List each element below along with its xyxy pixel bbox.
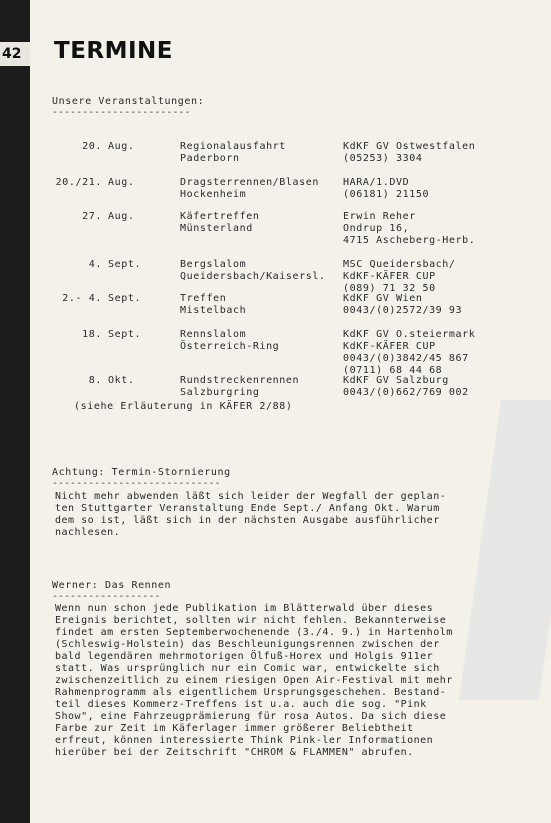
- event-month: Sept.: [108, 329, 142, 340]
- event-description-line: Paderborn: [180, 153, 240, 164]
- event-contact-line: Ondrup 16,: [343, 223, 410, 234]
- event-contact: [343, 259, 456, 295]
- event-description: [180, 259, 326, 283]
- paragraph-line: ten Stuttgarter Veranstaltung Ende Sept./ Anfang Okt. Warum: [55, 503, 440, 514]
- event-contact-line: KdKF GV O.steiermark: [343, 329, 476, 340]
- event-description: [180, 211, 259, 235]
- paragraph-line: Rahmenprogramm als eigentlichem Ursprungsgeschehen. Bestand-: [55, 687, 447, 698]
- event-description-line: Mistelbach: [180, 305, 247, 316]
- event-date: 2.- 4.: [62, 293, 102, 304]
- event-description-line: Rennslalom: [180, 329, 247, 340]
- event-month: Sept.: [108, 259, 142, 270]
- event-description: [180, 177, 319, 201]
- page-number: 42: [2, 46, 22, 62]
- event-description: [180, 329, 279, 353]
- event-description: [180, 293, 246, 317]
- event-description-line: Regionalausfahrt: [180, 141, 286, 152]
- event-row: [0, 329, 551, 376]
- event-month: Aug.: [108, 141, 135, 152]
- race-heading: Werner: Das Rennen: [52, 580, 172, 591]
- race-text: [55, 603, 495, 759]
- paragraph-line: findet am ersten Septemberwochenende (3./4. 9.) in Hartenholm: [55, 627, 453, 638]
- race-heading-rule: ------------------: [52, 591, 161, 602]
- event-contact-line: KdKF GV Ostwestfalen: [343, 141, 476, 152]
- cancellation-heading: Achtung: Termin-Stornierung: [52, 467, 231, 478]
- page-title: TERMINE: [54, 38, 174, 64]
- event-contact-line: HARA/1.DVD: [343, 177, 410, 188]
- cancellation-text: [55, 491, 495, 539]
- event-month: Okt.: [108, 375, 135, 386]
- event-month: Aug.: [108, 177, 135, 188]
- event-description-line: Käfertreffen: [180, 211, 260, 222]
- paragraph-line: zwischenzeitlich zu einem riesigen Open Air-Festival mit mehr: [55, 675, 453, 686]
- event-contact-line: (05253) 3304: [343, 153, 423, 164]
- event-date: 8.: [88, 375, 102, 386]
- paragraph-line: (Schleswig-Holstein) das Beschleunigungsrennen zwischen der: [55, 639, 440, 650]
- events-note: (siehe Erläuterung in KÄFER 2/88): [74, 401, 293, 412]
- event-contact-line: (089) 71 32 50: [343, 283, 436, 294]
- paragraph-line: bald legendären mehrmotorigen Ölfuß-Horex und Holgis 911er: [55, 651, 434, 662]
- paragraph-line: erfreut, können interessierte Think Pink-ler Informationen: [55, 735, 434, 746]
- event-contact: [343, 329, 475, 377]
- paragraph-line: Show", eine Fahrzeugprämierung für rosa Autos. Da sich diese: [55, 711, 447, 722]
- event-row: [0, 293, 551, 333]
- paragraph-line: Wenn nun schon jede Publikation im Blätterwald über dieses: [55, 603, 434, 614]
- events-heading-rule: -----------------------: [52, 107, 191, 118]
- event-contact-line: 0043/(0)662/769 002: [343, 387, 469, 398]
- event-date: 27.: [82, 211, 102, 222]
- event-contact-line: (06181) 21150: [343, 189, 430, 200]
- event-contact-line: 0043/(0)3842/45 867: [343, 353, 469, 364]
- event-description-line: Rundstreckenrennen: [180, 375, 300, 386]
- event-date: 4.: [88, 259, 102, 270]
- event-contact: [343, 211, 475, 247]
- event-description-line: Bergslalom: [180, 259, 247, 270]
- event-description-line: Queidersbach/Kaisersl.: [180, 271, 326, 282]
- event-contact-line: KdKF GV Salzburg: [343, 375, 449, 386]
- events-heading: Unsere Veranstaltungen:: [52, 96, 205, 107]
- event-contact: [343, 177, 429, 201]
- paragraph-line: hierüber bei der Zeitschrift "CHROM & FLAMMEN" abrufen.: [55, 747, 414, 758]
- paragraph-line: Ereignis berichtet, sollten wir nicht fehlen. Bekannterweise: [55, 615, 447, 626]
- event-contact: [343, 293, 462, 317]
- paragraph-line: teil dieses Kommerz-Treffens ist u.a. auch die sog. "Pink: [55, 699, 427, 710]
- paragraph-line: Nicht mehr abwenden läßt sich leider der Wegfall der geplan-: [55, 491, 447, 502]
- paragraph-line: Farbe zur Zeit im Käferlager immer größerer Beliebtheit: [55, 723, 414, 734]
- event-contact-line: 4715 Ascheberg-Herb.: [343, 235, 476, 246]
- event-contact-line: (0711) 68 44 68: [343, 365, 443, 376]
- event-month: Sept.: [108, 293, 142, 304]
- event-description: [180, 375, 299, 399]
- event-date: 18.: [82, 329, 102, 340]
- event-contact-line: 0043/(0)2572/39 93: [343, 305, 463, 316]
- event-month: Aug.: [108, 211, 135, 222]
- event-contact: [343, 375, 469, 399]
- paragraph-line: nachlesen.: [55, 527, 121, 538]
- paragraph-line: statt. Was ursprünglich nur ein Comic war, entwickelte sich: [55, 663, 440, 674]
- event-description-line: Salzburgring: [180, 387, 260, 398]
- cancellation-heading-rule: ----------------------------: [52, 478, 221, 489]
- event-description-line: Österreich-Ring: [180, 341, 280, 352]
- event-date: 20.: [82, 141, 102, 152]
- event-contact-line: KdKF-KÄFER CUP: [343, 271, 436, 282]
- event-contact: [343, 141, 475, 165]
- event-contact-line: Erwin Reher: [343, 211, 416, 222]
- event-description-line: Münsterland: [180, 223, 253, 234]
- event-contact-line: KdKF-KÄFER CUP: [343, 341, 436, 352]
- paragraph-line: dem so ist, läßt sich in der nächsten Ausgabe ausführlicher: [55, 515, 440, 526]
- event-row: [0, 141, 551, 181]
- event-contact-line: MSC Queidersbach/: [343, 259, 456, 270]
- event-date: 20./21.: [55, 177, 102, 188]
- event-description-line: Treffen: [180, 293, 227, 304]
- event-description: [180, 141, 286, 165]
- event-row: [0, 211, 551, 251]
- event-description-line: Dragsterrennen/Blasen: [180, 177, 320, 188]
- event-description-line: Hockenheim: [180, 189, 247, 200]
- event-contact-line: KdKF GV Wien: [343, 293, 423, 304]
